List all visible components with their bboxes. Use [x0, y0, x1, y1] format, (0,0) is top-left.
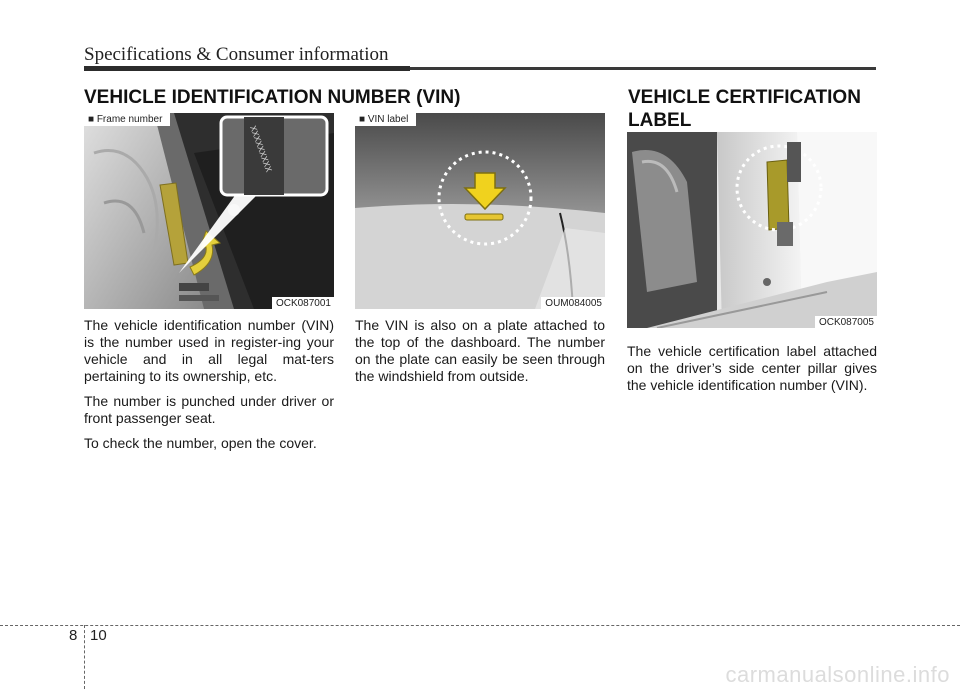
chapter-number: 8 [69, 627, 78, 644]
footer-divider [84, 625, 85, 689]
frame-number-figure [84, 113, 334, 309]
footer-rule [0, 625, 960, 626]
cert-label-figure [627, 132, 877, 328]
vin-figure-code: OUM084005 [541, 297, 605, 309]
cert-heading-line1: VEHICLE CERTIFICATION [628, 87, 861, 108]
frame-number-label: ■ Frame number [84, 113, 170, 126]
cert-heading-line2: LABEL [628, 110, 692, 131]
col1-text [84, 317, 334, 460]
col3-paragraph-1: The vehicle certification label attached on the driver’s side center pillar gives the vehicle identification number (VIN). [627, 343, 877, 393]
vin-label-illustration [355, 113, 605, 309]
col1-paragraph-2: The number is punched under driver or front passenger seat. [84, 393, 334, 426]
cert-figure-code: OCK087005 [815, 316, 877, 328]
col3-text [627, 343, 877, 402]
watermark: carmanualsonline.info [725, 662, 950, 687]
col1-paragraph-1: The vehicle identification number (VIN) is the number used in register-ing your vehicle and in all legal mat-ters pertaining to its ownership, etc. [84, 317, 334, 384]
header-rule-accent [84, 66, 410, 71]
cert-label-illustration [627, 132, 877, 328]
frame-number-illustration [84, 113, 334, 309]
header-title: Specifications & Consumer information [84, 44, 389, 65]
vin-label-caption: ■ VIN label [355, 113, 416, 126]
frame-plate-text: XXXXXXXXX [247, 124, 274, 174]
col2-paragraph-1: The VIN is also on a plate attached to the top of the dashboard. The number on the plate can easily be seen through the windshield from outside. [355, 317, 605, 384]
col2-text [355, 317, 605, 393]
vin-label-figure [355, 113, 605, 309]
page-number: 10 [90, 627, 107, 644]
col1-paragraph-3: To check the number, open the cover. [84, 435, 317, 451]
vin-heading: VEHICLE IDENTIFICATION NUMBER (VIN) [84, 87, 461, 108]
cert-heading [628, 86, 861, 132]
frame-figure-code: OCK087001 [272, 297, 334, 309]
